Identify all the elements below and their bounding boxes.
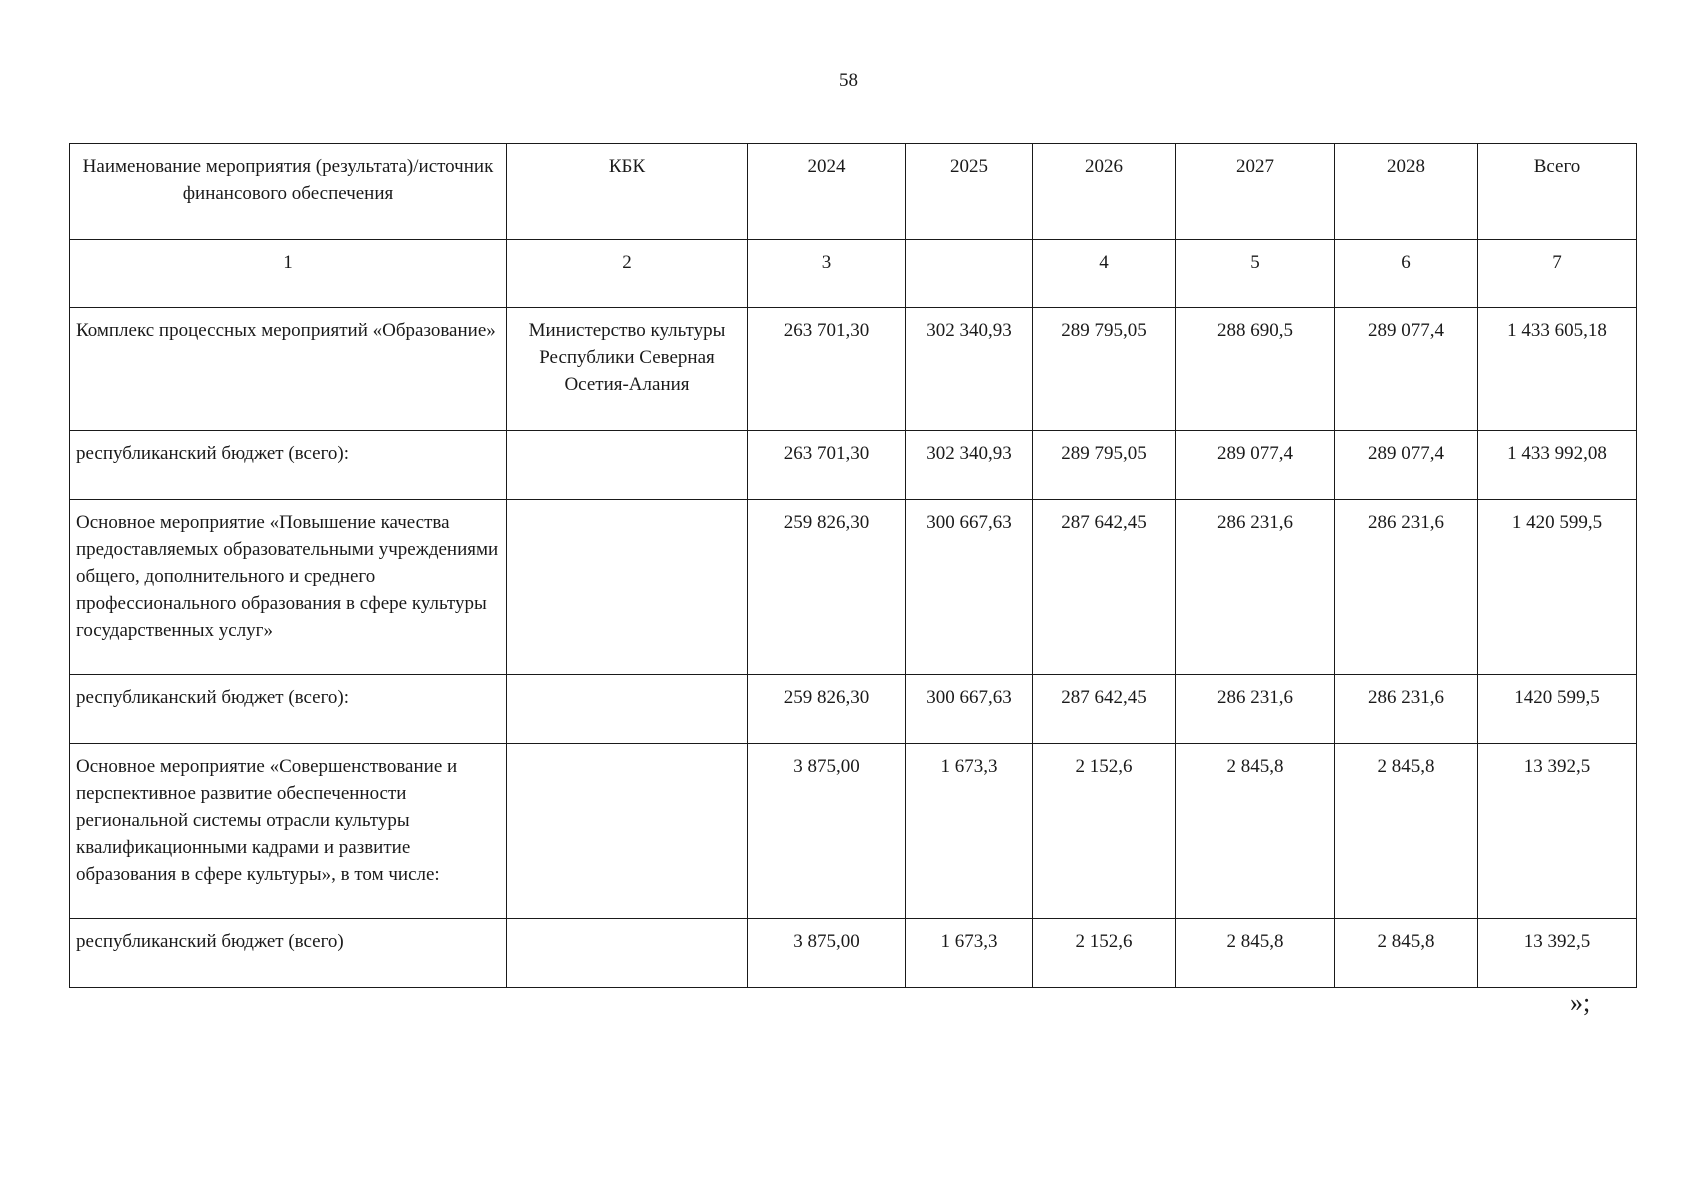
- cell-value: 289 077,4: [1335, 308, 1478, 431]
- cell-value: 286 231,6: [1176, 500, 1335, 675]
- column-number-row: [70, 240, 1637, 308]
- cell-value: 263 701,30: [748, 308, 906, 431]
- cell-name: республиканский бюджет (всего): [70, 919, 507, 988]
- cell-total: 13 392,5: [1478, 919, 1637, 988]
- cell-value: 259 826,30: [748, 500, 906, 675]
- cell-value: 289 077,4: [1335, 431, 1478, 500]
- header-cell-2025: 2025: [906, 144, 1033, 240]
- cell-value: 302 340,93: [906, 308, 1033, 431]
- table-row: [70, 744, 1637, 919]
- cell-value: 3 875,00: [748, 919, 906, 988]
- column-number: 2: [507, 240, 748, 308]
- cell-value: 287 642,45: [1033, 675, 1176, 744]
- cell-value: 300 667,63: [906, 675, 1033, 744]
- cell-value: 289 077,4: [1176, 431, 1335, 500]
- cell-value: 287 642,45: [1033, 500, 1176, 675]
- cell-total: 1 433 605,18: [1478, 308, 1637, 431]
- header-cell-kbk: КБК: [507, 144, 748, 240]
- table-row: [70, 431, 1637, 500]
- cell-kbk: [507, 500, 748, 675]
- cell-kbk: [507, 675, 748, 744]
- cell-total: 1 433 992,08: [1478, 431, 1637, 500]
- table-row: [70, 308, 1637, 431]
- cell-name: Основное мероприятие «Повышение качества предоставляемых образовательными учреждениями общего, дополнительного и среднего профессионального образования в сфере культуры государственных услуг»: [70, 500, 507, 675]
- cell-total: 1420 599,5: [1478, 675, 1637, 744]
- column-number: 6: [1335, 240, 1478, 308]
- cell-kbk: [507, 431, 748, 500]
- cell-value: 2 845,8: [1176, 744, 1335, 919]
- cell-value: 259 826,30: [748, 675, 906, 744]
- cell-value: 300 667,63: [906, 500, 1033, 675]
- cell-value: 2 152,6: [1033, 744, 1176, 919]
- cell-kbk: Министерство культуры Республики Северная Осетия-Алания: [507, 308, 748, 431]
- cell-name: республиканский бюджет (всего):: [70, 431, 507, 500]
- header-cell-2027: 2027: [1176, 144, 1335, 240]
- table-row: [70, 919, 1637, 988]
- header-row: [70, 144, 1637, 240]
- cell-kbk: [507, 919, 748, 988]
- cell-value: 286 231,6: [1335, 675, 1478, 744]
- header-cell-2026: 2026: [1033, 144, 1176, 240]
- page-number: 58: [839, 70, 858, 91]
- cell-total: 1 420 599,5: [1478, 500, 1637, 675]
- column-number: 5: [1176, 240, 1335, 308]
- cell-name: республиканский бюджет (всего):: [70, 675, 507, 744]
- column-number: 4: [1033, 240, 1176, 308]
- cell-total: 13 392,5: [1478, 744, 1637, 919]
- column-number: 1: [70, 240, 507, 308]
- cell-value: 263 701,30: [748, 431, 906, 500]
- column-number: 3: [748, 240, 906, 308]
- cell-kbk: [507, 744, 748, 919]
- cell-value: 3 875,00: [748, 744, 906, 919]
- cell-value: 1 673,3: [906, 919, 1033, 988]
- header-cell-2024: 2024: [748, 144, 906, 240]
- cell-value: 288 690,5: [1176, 308, 1335, 431]
- cell-value: 286 231,6: [1176, 675, 1335, 744]
- budget-table: [69, 143, 1637, 988]
- column-number: [906, 240, 1033, 308]
- header-cell-total: Всего: [1478, 144, 1637, 240]
- cell-value: 2 845,8: [1335, 744, 1478, 919]
- header-cell-name: Наименование мероприятия (результата)/источник финансового обеспечения: [70, 144, 507, 240]
- table-row: [70, 675, 1637, 744]
- table-row: [70, 500, 1637, 675]
- cell-value: 286 231,6: [1335, 500, 1478, 675]
- closing-quote-mark: »;: [1570, 988, 1591, 1017]
- cell-value: 289 795,05: [1033, 308, 1176, 431]
- cell-value: 2 845,8: [1335, 919, 1478, 988]
- cell-name: Комплекс процессных мероприятий «Образование»: [70, 308, 507, 431]
- cell-value: 2 845,8: [1176, 919, 1335, 988]
- header-cell-2028: 2028: [1335, 144, 1478, 240]
- cell-value: 2 152,6: [1033, 919, 1176, 988]
- cell-value: 1 673,3: [906, 744, 1033, 919]
- column-number: 7: [1478, 240, 1637, 308]
- cell-value: 302 340,93: [906, 431, 1033, 500]
- cell-value: 289 795,05: [1033, 431, 1176, 500]
- cell-name: Основное мероприятие «Совершенствование и перспективное развитие обеспеченности региональной системы отрасли культуры квалификационными кадрами и развитие образования в сфере культуры», в том числе:: [70, 744, 507, 919]
